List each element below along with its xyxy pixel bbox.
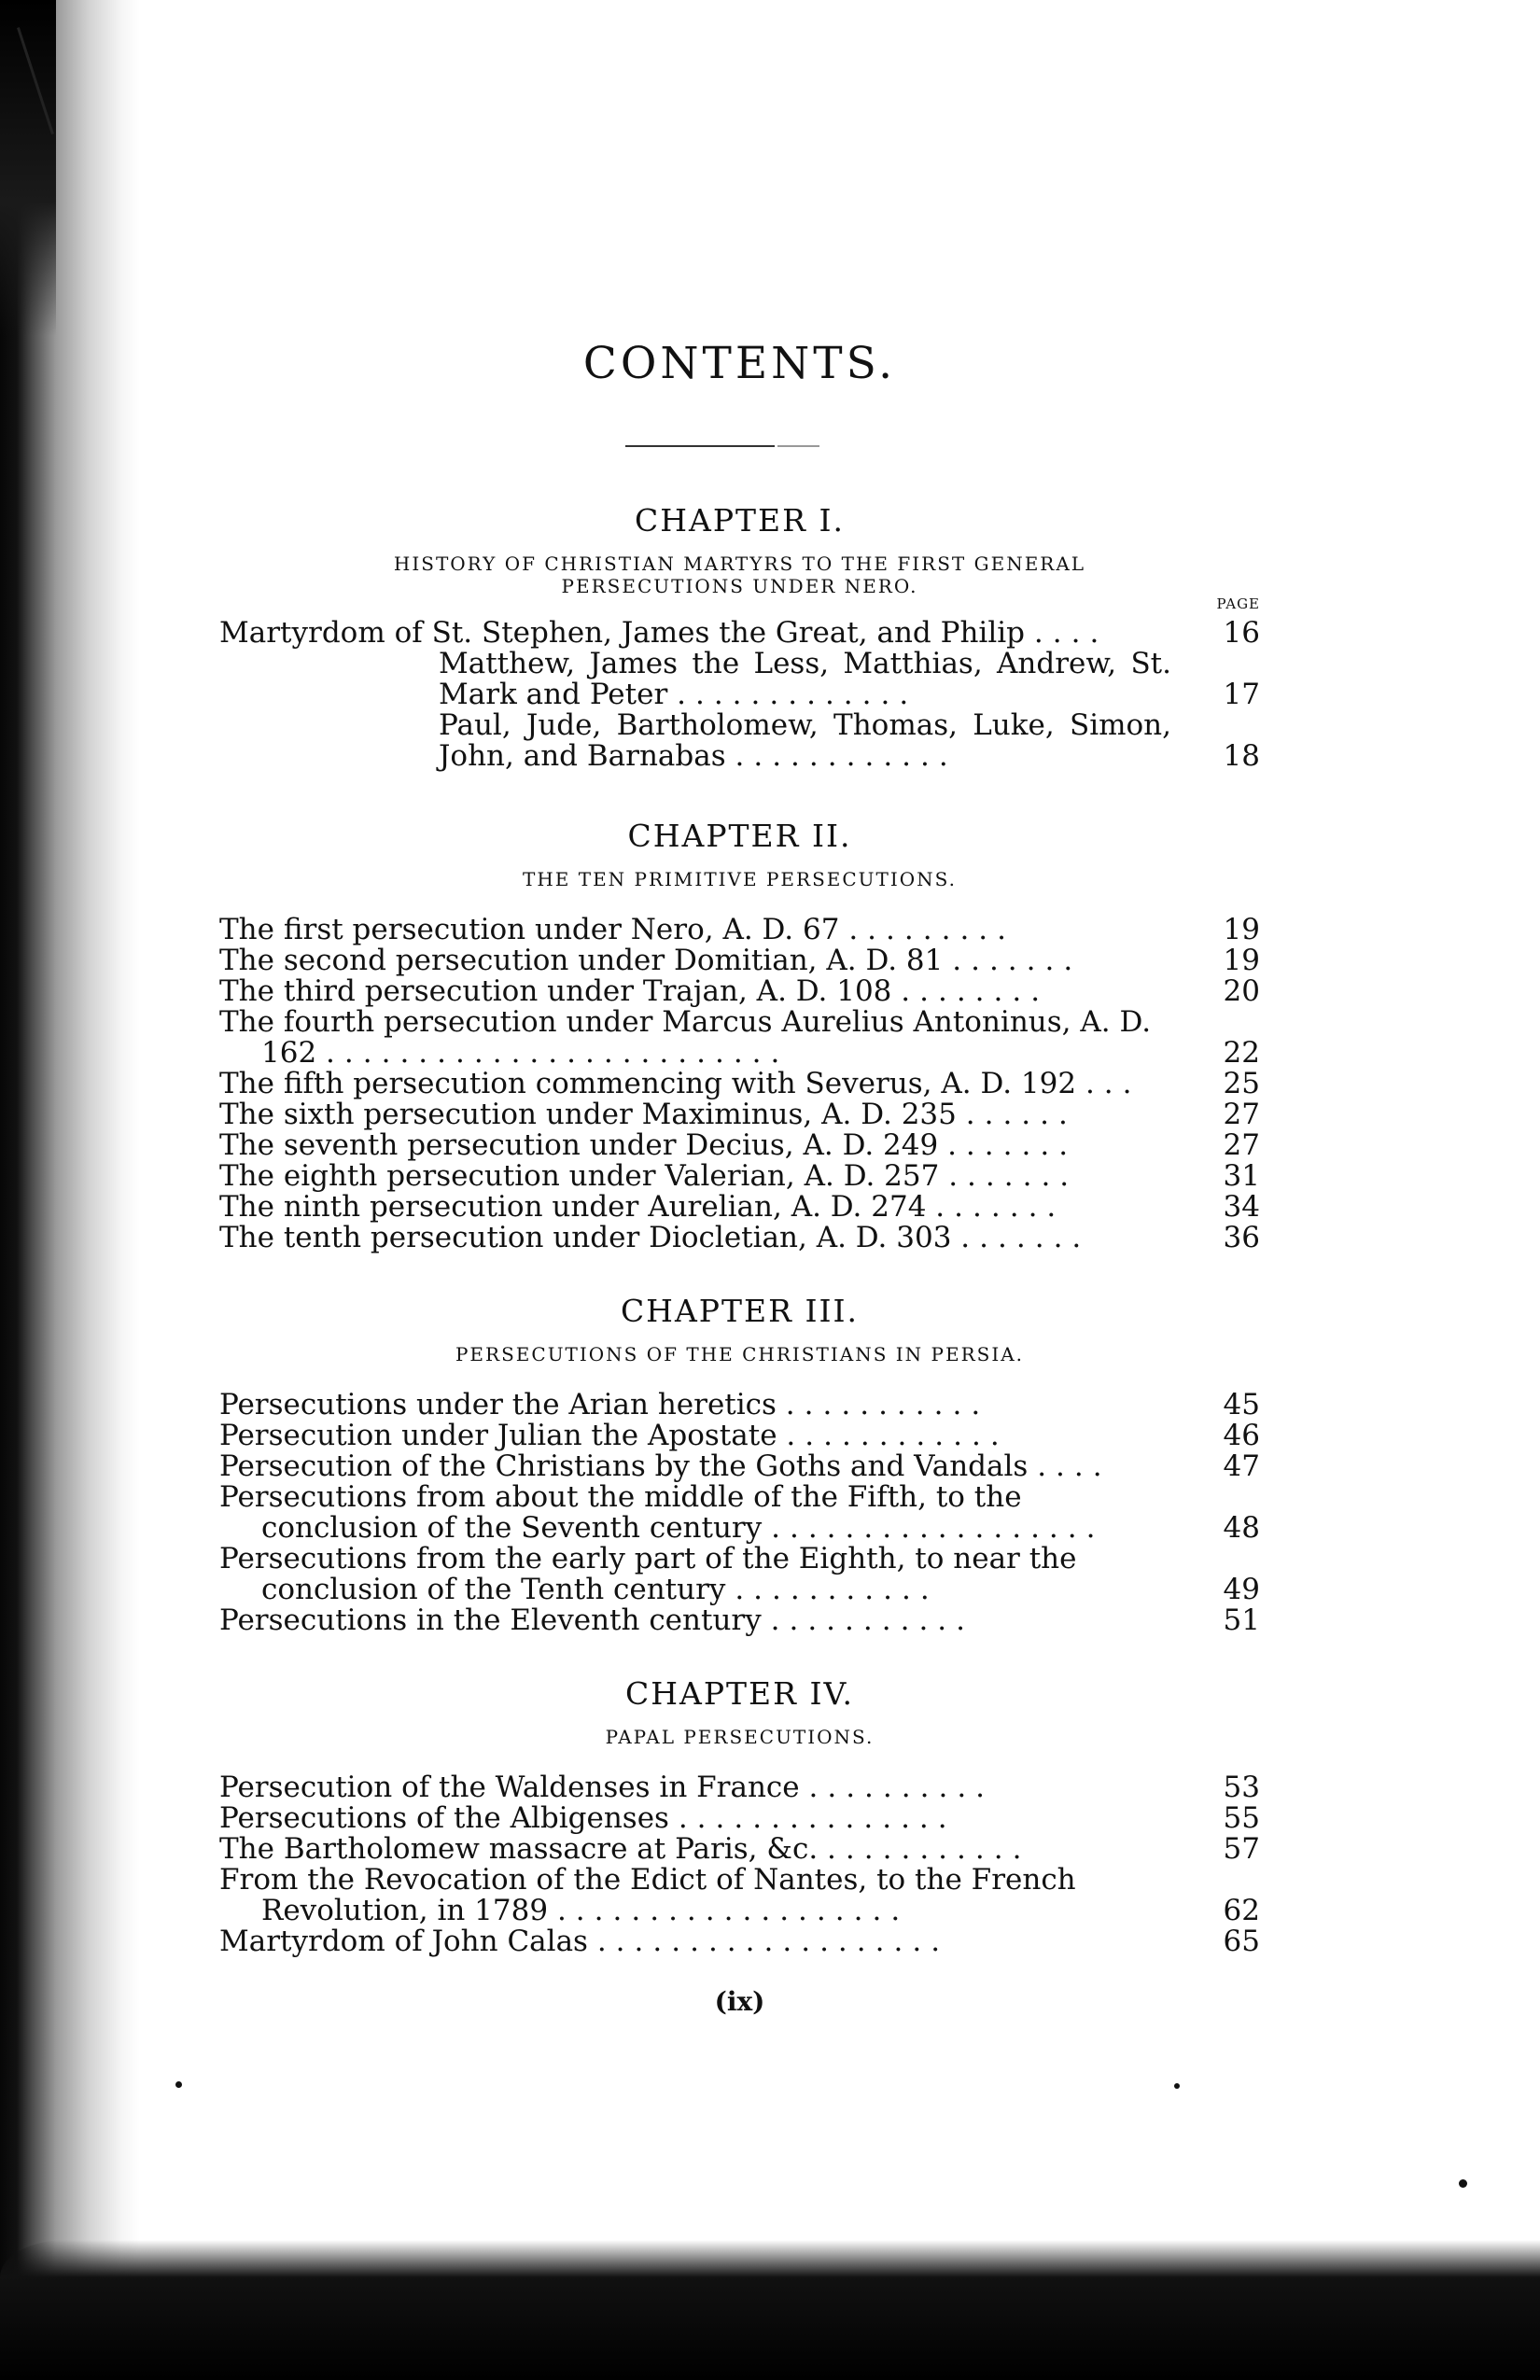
entry-page-number: 45	[1223, 1388, 1260, 1421]
entry-page-number: 49	[1223, 1573, 1260, 1606]
chapter-4	[219, 1675, 1260, 1957]
title-divider-tail	[777, 445, 819, 447]
entry-page-number: 51	[1223, 1603, 1260, 1637]
chapter-subtitle-line: PAPAL PERSECUTIONS.	[605, 1726, 875, 1748]
entry-page-number: 17	[1223, 678, 1260, 711]
ink-speck	[175, 2081, 182, 2088]
entry-title: Paul, Jude, Bartholomew, Thomas, Luke, Simon, John, and Barnabas ............	[439, 708, 1171, 773]
entry-page-number: 27	[1223, 1098, 1260, 1131]
book-spine-top-shadow	[0, 0, 56, 336]
toc-entries	[219, 1772, 1260, 1957]
toc-entry	[219, 1544, 1260, 1605]
entry-title: The sixth persecution under Maximinus, A. D. 235 ......	[219, 1098, 1077, 1131]
page-folio-number: (ix)	[714, 1986, 765, 2017]
toc-entry	[219, 915, 1260, 945]
chapter-heading: CHAPTER III.	[620, 1293, 860, 1329]
toc-entry	[219, 1865, 1260, 1926]
entry-page-number: 16	[1223, 616, 1260, 650]
entry-title: Persecutions from about the middle of the Fifth, to the conclusion of the Seventh century ..................	[219, 1480, 1105, 1545]
page-title: CONTENTS.	[582, 338, 897, 389]
toc-entry	[219, 1772, 1260, 1803]
toc-entry	[219, 649, 1260, 710]
entry-page-number: 55	[1223, 1801, 1260, 1835]
toc-entry	[219, 1834, 1260, 1865]
entry-page-number: 65	[1223, 1925, 1260, 1958]
toc-entry	[219, 1007, 1260, 1069]
toc-entry	[219, 1099, 1260, 1130]
toc-entry	[219, 1451, 1260, 1482]
entry-page-number: 62	[1223, 1894, 1260, 1927]
entry-page-number: 20	[1223, 974, 1260, 1008]
chapter-heading: CHAPTER II.	[627, 818, 852, 854]
entry-title: Martyrdom of St. Stephen, James the Great, and Philip ....	[219, 616, 1109, 650]
toc-entry	[219, 945, 1260, 976]
page-column-label: PAGE	[1216, 595, 1260, 612]
chapter-heading: CHAPTER I.	[634, 502, 846, 539]
entry-page-number: 27	[1223, 1128, 1260, 1162]
toc-entries	[219, 618, 1260, 772]
chapter-2	[219, 818, 1260, 1253]
entry-page-number: 46	[1223, 1419, 1260, 1452]
entry-title: Persecutions from the early part of the Eighth, to near the conclusion of the Tenth century ...........	[219, 1542, 1077, 1606]
entry-title: The first persecution under Nero, A. D. 67 .........	[219, 913, 1016, 946]
chapter-heading: CHAPTER IV.	[624, 1675, 855, 1712]
entry-title: The seventh persecution under Decius, A. D. 249 .......	[219, 1128, 1078, 1162]
toc-entry	[219, 1482, 1260, 1544]
entry-title: The eighth persecution under Valerian, A. D. 257 .......	[219, 1159, 1079, 1193]
chapter-subtitle	[219, 1343, 1260, 1365]
entry-title: The fifth persecution commencing with Severus, A. D. 192 ...	[219, 1067, 1141, 1100]
chapter-subtitle	[219, 553, 1260, 597]
entry-title: The second persecution under Domitian, A. D. 81 .......	[219, 944, 1083, 977]
toc-entry	[219, 1192, 1260, 1223]
entry-page-number: 19	[1223, 913, 1260, 946]
toc-entries	[219, 1390, 1260, 1636]
entry-title: Persecutions of the Albigenses ...............	[219, 1801, 957, 1835]
entry-title: Martyrdom of John Calas ...................	[219, 1925, 950, 1958]
toc-entry	[219, 1069, 1260, 1099]
entry-page-number: 48	[1223, 1511, 1260, 1545]
book-spine-shadow	[0, 0, 140, 2380]
title-divider	[625, 445, 775, 447]
toc-entries	[219, 915, 1260, 1253]
toc-entry	[219, 1223, 1260, 1253]
entry-page-number: 19	[1223, 944, 1260, 977]
entry-title: Persecutions in the Eleventh century ...........	[219, 1603, 975, 1637]
chapter-subtitle-line: PERSECUTIONS UNDER NERO.	[561, 575, 918, 597]
chapter-3	[219, 1293, 1260, 1636]
ink-speck	[1459, 2179, 1467, 2188]
toc-entry	[219, 710, 1260, 772]
toc-entry	[219, 1161, 1260, 1192]
chapter-subtitle	[219, 1726, 1260, 1748]
entry-title: Persecutions under the Arian heretics ...........	[219, 1388, 990, 1421]
chapter-subtitle-line: HISTORY OF CHRISTIAN MARTYRS TO THE FIRST GENERAL	[393, 553, 1086, 575]
entry-title: Persecution under Julian the Apostate ............	[219, 1419, 1009, 1452]
toc-entry	[219, 618, 1260, 649]
toc-entry	[219, 1130, 1260, 1161]
toc-entry	[219, 976, 1260, 1007]
entry-page-number: 47	[1223, 1449, 1260, 1483]
entry-title: Matthew, James the Less, Matthias, Andrew, St. Mark and Peter .............	[439, 647, 1171, 711]
chapter-subtitle-line: PERSECUTIONS OF THE CHRISTIANS IN PERSIA.	[455, 1343, 1025, 1365]
ink-speck	[1174, 2083, 1180, 2089]
toc-entry	[219, 1605, 1260, 1636]
chapter-subtitle	[219, 868, 1260, 890]
entry-page-number: 25	[1223, 1067, 1260, 1100]
entry-page-number: 57	[1223, 1832, 1260, 1866]
toc-entry	[219, 1390, 1260, 1421]
entry-page-number: 31	[1223, 1159, 1260, 1193]
entry-title: The ninth persecution under Aurelian, A. D. 274 .......	[219, 1190, 1066, 1224]
entry-title: The third persecution under Trajan, A. D. 108 ........	[219, 974, 1050, 1008]
entry-page-number: 53	[1223, 1771, 1260, 1804]
chapter-1	[219, 502, 1260, 772]
toc-entry	[219, 1421, 1260, 1451]
entry-title: From the Revocation of the Edict of Nantes, to the French Revolution, in 1789 ...................	[219, 1863, 1076, 1927]
toc-entry	[219, 1926, 1260, 1957]
bottom-edge-shadow	[0, 2240, 1540, 2380]
entry-title: Persecution of the Waldenses in France ..........	[219, 1771, 995, 1804]
entry-title: Persecution of the Christians by the Goths and Vandals ....	[219, 1449, 1112, 1483]
entry-page-number: 22	[1223, 1036, 1260, 1070]
entry-page-number: 36	[1223, 1221, 1260, 1254]
entry-title: The tenth persecution under Diocletian, A. D. 303 .......	[219, 1221, 1091, 1254]
entry-page-number: 18	[1223, 739, 1260, 773]
entry-page-number: 34	[1223, 1190, 1260, 1224]
entry-title: The Bartholomew massacre at Paris, &c. ...........	[219, 1832, 1031, 1866]
entry-title: The fourth persecution under Marcus Aurelius Antoninus, A. D. 162 .........................	[219, 1005, 1152, 1070]
chapter-subtitle-line: THE TEN PRIMITIVE PERSECUTIONS.	[522, 868, 958, 890]
toc-entry	[219, 1803, 1260, 1834]
